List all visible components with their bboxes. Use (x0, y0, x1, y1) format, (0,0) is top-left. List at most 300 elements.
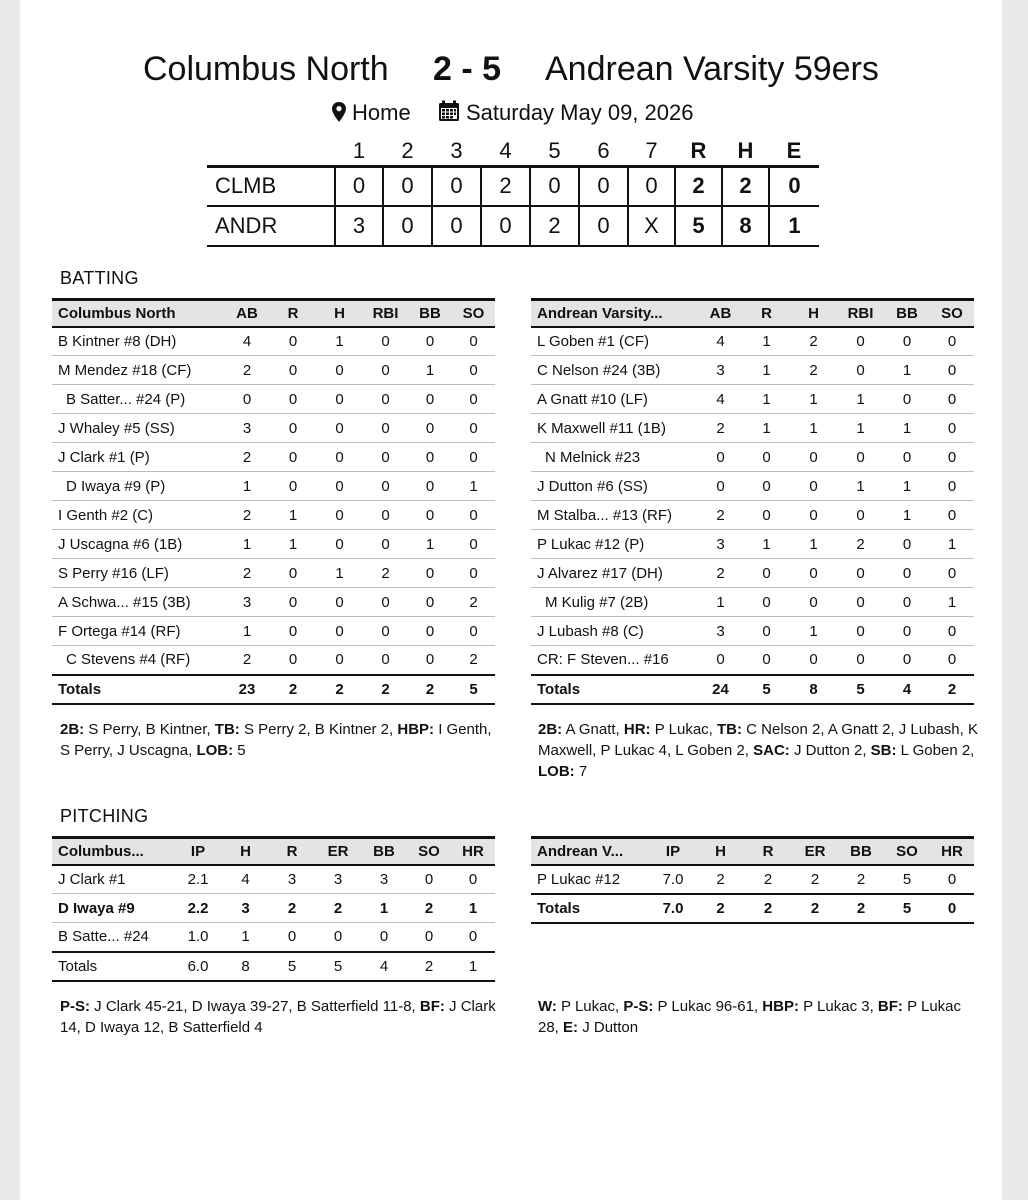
team-column-header: Columbus North (58, 304, 176, 322)
stat-cell: 0 (930, 443, 974, 472)
stat-cell: 0 (270, 559, 316, 588)
total-cell: 5 (269, 952, 315, 981)
stat-cell: 0 (316, 472, 363, 501)
stat-cell: 0 (837, 356, 884, 385)
stat-cell: 2 (744, 865, 792, 894)
note-value: P Lukac 28, (538, 998, 962, 1036)
stat-cell: 0 (363, 414, 408, 443)
stat-cell: 0 (363, 472, 408, 501)
batting-row (531, 443, 974, 472)
batting-row (52, 385, 495, 414)
note-key: P-S: (623, 998, 654, 1015)
batting-row (531, 617, 974, 646)
stat-cell: 1 (790, 617, 837, 646)
total-cell: 24 (698, 675, 743, 704)
stat-cell: 1 (743, 385, 790, 414)
stat-cell: 0 (408, 327, 452, 356)
stat-column-header: H (334, 304, 345, 322)
away-team-name: Columbus North (143, 50, 389, 88)
away-batting-notes (60, 719, 505, 761)
player-name: B Kintner #8 (DH) (52, 327, 224, 356)
stat-cell: 0 (361, 923, 407, 952)
stat-cell: 2 (837, 530, 884, 559)
stat-cell: 0 (224, 385, 270, 414)
linescore-row (207, 206, 819, 246)
stat-cell: 2 (698, 414, 743, 443)
totals-label: Totals (531, 894, 649, 923)
stat-cell: 0 (743, 646, 790, 675)
note-value: J Dutton (578, 1019, 639, 1036)
batting-row (531, 472, 974, 501)
stat-cell: 0 (451, 923, 495, 952)
away-batting-table (52, 298, 495, 705)
player-name: P Lukac #12 (531, 865, 649, 894)
stat-cell: 1 (884, 501, 930, 530)
stat-cell: 4 (222, 865, 269, 894)
stat-cell: 0 (408, 472, 452, 501)
stat-cell: 1 (224, 472, 270, 501)
batting-row (52, 356, 495, 385)
linescore-col-header: E (786, 138, 802, 164)
pitching-row (531, 865, 974, 894)
stat-cell: 1 (452, 472, 495, 501)
total-cell: 2 (792, 894, 838, 923)
player-name: A Gnatt #10 (LF) (531, 385, 698, 414)
note-value: J Dutton 2, (789, 742, 871, 759)
note-value: P Lukac 3, (798, 998, 878, 1015)
stat-cell: 0 (790, 646, 837, 675)
linescore-team: CLMB (215, 173, 277, 199)
stat-cell: 0 (407, 865, 451, 894)
total-cell: 2 (408, 675, 452, 704)
stat-cell: 0 (270, 588, 316, 617)
player-name: J Alvarez #17 (DH) (531, 559, 698, 588)
stat-cell: 0 (407, 923, 451, 952)
stat-cell: 2.1 (174, 865, 222, 894)
note-key: W: (538, 998, 557, 1015)
stat-cell: 0 (452, 385, 495, 414)
total-cell: 4 (361, 952, 407, 981)
stat-cell: 0 (452, 530, 495, 559)
stat-cell: 0 (408, 646, 452, 675)
stat-column-header: SO (462, 304, 485, 322)
stat-column-header: H (808, 304, 819, 322)
note-key: TB: (214, 721, 240, 738)
stat-cell: 2 (838, 865, 884, 894)
linescore-r-total: 5 (675, 206, 722, 246)
stat-cell: 0 (698, 472, 743, 501)
player-name: J Dutton #6 (SS) (531, 472, 698, 501)
player-name: C Stevens #4 (RF) (52, 646, 224, 675)
stat-cell: 0 (837, 443, 884, 472)
stat-cell: 1 (743, 327, 790, 356)
note-value: S Perry, B Kintner, (84, 721, 215, 738)
game-title (0, 50, 1028, 94)
stat-cell: 5 (884, 865, 930, 894)
stat-cell: 0 (790, 588, 837, 617)
stat-cell: 0 (363, 443, 408, 472)
note-key: 2B: (538, 721, 563, 738)
stat-cell: 1 (790, 530, 837, 559)
stat-column-header: SO (941, 304, 963, 322)
stat-cell: 0 (452, 617, 495, 646)
stat-cell: 0 (790, 559, 837, 588)
stat-cell: 0 (316, 501, 363, 530)
stat-cell: 1 (408, 356, 452, 385)
player-name: B Satte... #24 (52, 923, 174, 952)
batting-row (531, 414, 974, 443)
player-name: F Ortega #14 (RF) (52, 617, 224, 646)
note-value: 7 (574, 763, 588, 780)
linescore-inning-cell: X (628, 206, 675, 246)
stat-column-header: AB (709, 304, 732, 322)
stat-column-header: H (240, 842, 251, 860)
total-cell: 2 (930, 675, 974, 704)
away-pitching-table (52, 836, 495, 982)
batting-row (52, 646, 495, 675)
stat-column-header: BB (896, 304, 918, 322)
linescore-col-header: 2 (401, 138, 414, 164)
stat-cell: 1 (884, 414, 930, 443)
stat-cell: 0 (930, 472, 974, 501)
stat-column-header: IP (665, 842, 681, 860)
stat-cell: 0 (408, 559, 452, 588)
stat-cell: 0 (837, 646, 884, 675)
totals-label: Totals (531, 675, 698, 704)
page-edge (1002, 0, 1028, 1200)
player-name: N Melnick #23 (531, 443, 698, 472)
stat-cell: 2 (790, 327, 837, 356)
total-cell: 5 (315, 952, 361, 981)
stat-cell: 2 (224, 559, 270, 588)
stat-cell: 0 (884, 588, 930, 617)
stat-cell: 1 (270, 501, 316, 530)
stat-cell: 3 (224, 588, 270, 617)
pitching-section-label: PITCHING (60, 806, 149, 826)
batting-row (531, 588, 974, 617)
total-cell: 2 (697, 894, 744, 923)
batting-row (52, 443, 495, 472)
stat-cell: 3 (361, 865, 407, 894)
stat-column-header: RBI (847, 304, 874, 322)
stat-column-header: HR (941, 842, 963, 860)
stat-cell: 1 (837, 472, 884, 501)
linescore-col-header: 1 (352, 138, 366, 164)
stat-cell: 0 (408, 414, 452, 443)
stat-cell: 3 (698, 356, 743, 385)
total-cell: 2 (316, 675, 363, 704)
stat-cell: 1 (930, 588, 974, 617)
stat-cell: 0 (270, 356, 316, 385)
note-value: P Lukac, (650, 721, 717, 738)
total-cell: 5 (743, 675, 790, 704)
team-column-header: Andrean Varsity... (537, 304, 663, 322)
stat-cell: 0 (316, 356, 363, 385)
stat-cell: 1 (837, 414, 884, 443)
note-key: LOB: (196, 742, 234, 759)
total-cell: 2 (270, 675, 316, 704)
home-pitching-table (531, 836, 974, 924)
stat-cell: 0 (363, 588, 408, 617)
linescore-col-header: 3 (450, 138, 463, 164)
batting-row (531, 559, 974, 588)
note-key: TB: (717, 721, 742, 738)
linescore-col-header: 4 (499, 138, 512, 164)
player-name: I Genth #2 (C) (52, 501, 224, 530)
stat-cell: 0 (930, 356, 974, 385)
player-name: J Clark #1 (52, 865, 174, 894)
player-name: B Satter... #24 (P) (52, 385, 224, 414)
stat-cell: 1.0 (174, 923, 222, 952)
note-value: 5 (233, 742, 246, 759)
stat-header-row (531, 300, 974, 327)
player-name: K Maxwell #11 (1B) (531, 414, 698, 443)
stat-column-header: SO (896, 842, 918, 860)
player-name: D Iwaya #9 (52, 894, 174, 923)
stat-cell: 0 (743, 588, 790, 617)
stat-cell: 0 (363, 327, 408, 356)
total-cell: 1 (451, 952, 495, 981)
stat-cell: 2 (790, 356, 837, 385)
home-batting-notes (538, 719, 978, 782)
stat-cell: 0 (316, 530, 363, 559)
note-key: SB: (870, 742, 897, 759)
stat-cell: 0 (790, 501, 837, 530)
note-value: C Nelson 2, A Gnatt 2, J Lubash, K Maxwell, P Lukac 4, L Goben 2, (538, 721, 978, 759)
stat-column-header: BB (373, 842, 395, 860)
stat-cell: 0 (930, 327, 974, 356)
totals-label: Totals (52, 952, 174, 981)
stat-column-header: R (287, 304, 299, 322)
stat-cell: 0 (837, 327, 884, 356)
stat-cell: 0 (837, 501, 884, 530)
stat-column-header: RBI (372, 304, 399, 322)
totals-row (531, 894, 974, 923)
total-cell: 8 (222, 952, 269, 981)
stat-cell: 1 (224, 617, 270, 646)
stat-column-header: BB (419, 304, 441, 322)
stat-cell: 0 (316, 617, 363, 646)
total-cell: 5 (452, 675, 495, 704)
stat-cell: 0 (790, 443, 837, 472)
linescore-col-header: 5 (548, 138, 561, 164)
totals-row (52, 675, 495, 704)
stat-column-header: BB (850, 842, 872, 860)
stat-cell: 0 (363, 646, 408, 675)
note-key: HBP: (762, 998, 799, 1015)
stat-cell: 0 (930, 414, 974, 443)
stat-column-header: R (761, 304, 772, 322)
stat-cell: 1 (743, 356, 790, 385)
linescore-inning-cell: 2 (481, 166, 530, 206)
stat-cell: 0 (743, 443, 790, 472)
stat-header-row (52, 300, 495, 327)
stat-cell: 2 (452, 588, 495, 617)
linescore-team: ANDR (215, 213, 278, 238)
stat-cell: 0 (930, 385, 974, 414)
stat-cell: 0 (743, 617, 790, 646)
stat-cell: 0 (408, 501, 452, 530)
stat-cell: 0 (270, 617, 316, 646)
stat-cell: 1 (451, 894, 495, 923)
stat-cell: 0 (452, 356, 495, 385)
stat-cell: 1 (837, 385, 884, 414)
map-pin-icon (331, 101, 347, 123)
linescore-table (207, 138, 819, 247)
note-value: J Clark 45-21, D Iwaya 39-27, B Satterfield 11-8, (90, 998, 420, 1015)
stat-column-header: AB (236, 304, 258, 322)
linescore-h-total: 2 (722, 166, 769, 206)
stat-cell: 0 (884, 385, 930, 414)
linescore-corner (207, 138, 335, 166)
linescore-inning-cell: 0 (383, 166, 432, 206)
stat-column-header: ER (327, 842, 349, 860)
stat-cell: 3 (222, 894, 269, 923)
stat-cell: 2 (698, 559, 743, 588)
stat-cell: 2 (224, 356, 270, 385)
total-cell: 2 (838, 894, 884, 923)
stat-cell: 0 (884, 559, 930, 588)
batting-row (531, 356, 974, 385)
stat-header-row (52, 838, 495, 865)
player-name: L Goben #1 (CF) (531, 327, 698, 356)
stat-cell: 0 (884, 443, 930, 472)
note-key: HR: (623, 721, 651, 738)
stat-cell: 2 (698, 501, 743, 530)
stat-column-header: HR (462, 842, 484, 860)
linescore-row (207, 166, 819, 206)
linescore-e-total: 1 (769, 206, 819, 246)
note-value: A Gnatt, (562, 721, 624, 738)
stat-cell: 0 (743, 501, 790, 530)
note-value: S Perry 2, B Kintner 2, (239, 721, 398, 738)
total-cell: 2 (363, 675, 408, 704)
batting-row (52, 559, 495, 588)
linescore-inning-cell: 0 (481, 206, 530, 246)
stat-cell: 1 (408, 530, 452, 559)
stat-cell: 0 (270, 414, 316, 443)
batting-section-label: BATTING (60, 268, 139, 288)
player-name: M Kulig #7 (2B) (531, 588, 698, 617)
batting-row (531, 327, 974, 356)
linescore-inning-cell: 0 (432, 166, 481, 206)
linescore-col-header: 6 (597, 138, 610, 164)
home-pitching-notes (538, 996, 978, 1038)
stat-cell: 0 (884, 617, 930, 646)
linescore-inning-cell: 0 (383, 206, 432, 246)
linescore-header-row (207, 138, 819, 166)
stat-cell: 0 (837, 617, 884, 646)
stat-cell: 0 (270, 327, 316, 356)
stat-cell: 3 (698, 530, 743, 559)
stat-cell: 0 (837, 559, 884, 588)
linescore-inning-cell: 0 (579, 206, 628, 246)
stat-cell: 4 (224, 327, 270, 356)
linescore-inning-cell: 2 (530, 206, 579, 246)
player-name: M Stalba... #13 (RF) (531, 501, 698, 530)
player-name: P Lukac #12 (P) (531, 530, 698, 559)
team-column-header: Andrean V... (537, 842, 624, 860)
game-location: Home (352, 100, 411, 125)
batting-row (52, 472, 495, 501)
stat-cell: 0 (884, 646, 930, 675)
batting-row (531, 530, 974, 559)
stat-cell: 0 (452, 443, 495, 472)
batting-row (52, 617, 495, 646)
note-value: J Clark 14, D Iwaya 12, B Satterfield 4 (60, 998, 496, 1036)
stat-cell: 0 (452, 414, 495, 443)
stat-cell: 2 (224, 646, 270, 675)
stat-cell: 1 (884, 356, 930, 385)
stat-column-header: ER (804, 842, 826, 860)
stat-column-header: R (286, 842, 298, 860)
stat-cell: 0 (363, 530, 408, 559)
stat-cell: 0 (363, 501, 408, 530)
batting-row (52, 501, 495, 530)
stat-cell: 0 (452, 501, 495, 530)
stat-cell: 0 (452, 559, 495, 588)
totals-label: Totals (52, 675, 224, 704)
final-score: 2 - 5 (433, 50, 502, 88)
stat-column-header: R (762, 842, 774, 860)
stat-cell: 3 (224, 414, 270, 443)
note-value: P Lukac, (556, 998, 624, 1015)
player-name: D Iwaya #9 (P) (52, 472, 224, 501)
home-team-name: Andrean Varsity 59ers (545, 50, 879, 88)
stat-cell: 0 (930, 617, 974, 646)
linescore-inning-cell: 0 (530, 166, 579, 206)
pitching-row (52, 865, 495, 894)
stat-cell: 1 (316, 327, 363, 356)
stat-cell: 2 (363, 559, 408, 588)
linescore-col-header: H (737, 138, 754, 164)
stat-cell: 1 (743, 530, 790, 559)
stat-cell: 0 (930, 501, 974, 530)
stat-cell: 0 (316, 414, 363, 443)
total-cell: 0 (930, 894, 974, 923)
home-batting-table (531, 298, 974, 705)
batting-row (52, 327, 495, 356)
total-cell: 7.0 (649, 894, 697, 923)
stat-cell: 3 (698, 617, 743, 646)
game-date: Saturday May 09, 2026 (466, 100, 694, 125)
linescore-inning-cell: 3 (335, 206, 383, 246)
linescore-col-header: 7 (645, 138, 658, 164)
stat-cell: 3 (315, 865, 361, 894)
stat-cell: 1 (698, 588, 743, 617)
player-name: J Clark #1 (P) (52, 443, 224, 472)
game-meta (0, 98, 1028, 128)
player-name: M Mendez #18 (CF) (52, 356, 224, 385)
stat-cell: 0 (316, 588, 363, 617)
stat-header-row (531, 838, 974, 865)
note-key: LOB: (538, 763, 575, 780)
totals-row (531, 675, 974, 704)
stat-cell: 1 (270, 530, 316, 559)
linescore-col-header: R (690, 138, 707, 164)
player-name: J Whaley #5 (SS) (52, 414, 224, 443)
stat-cell: 0 (698, 646, 743, 675)
player-name: J Uscagna #6 (1B) (52, 530, 224, 559)
stat-cell: 0 (408, 588, 452, 617)
player-name: J Lubash #8 (C) (531, 617, 698, 646)
stat-cell: 1 (361, 894, 407, 923)
linescore-e-total: 0 (769, 166, 819, 206)
stat-cell: 0 (452, 327, 495, 356)
pitching-row (52, 894, 495, 923)
stat-cell: 1 (224, 530, 270, 559)
stat-cell: 1 (316, 559, 363, 588)
